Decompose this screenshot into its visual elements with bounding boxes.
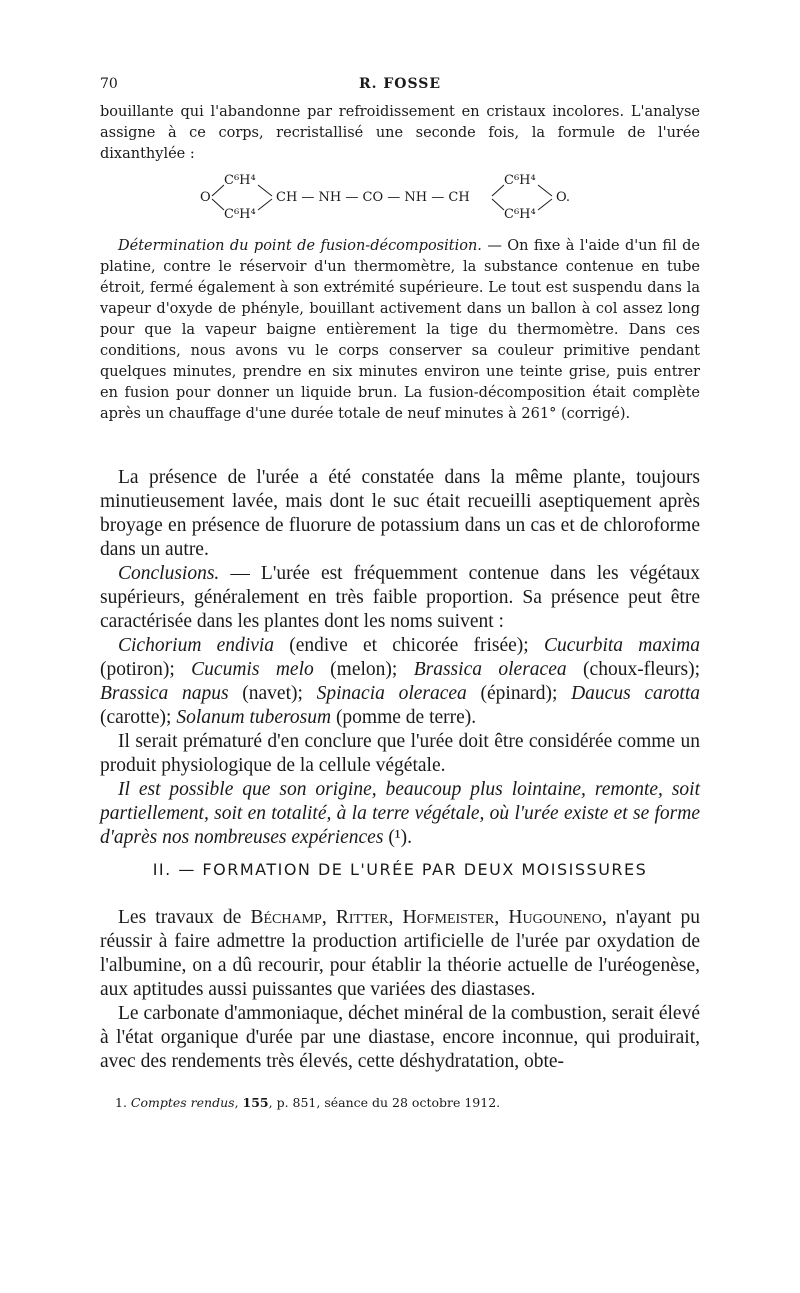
author-name: Ritter [335,907,389,928]
plant-latin: Spinacia oleracea [316,683,467,704]
dixanthyl-urea-formula [100,168,700,228]
plant-latin: Brassica napus [100,683,229,704]
plant-latin: Brassica oleracea [413,659,567,680]
footnote: 1. Comptes rendus, 155, p. 851, séance du 28 octobre 1912. [115,1095,501,1110]
plant-latin: Cucumis melo [191,659,314,680]
formula-left-oxygen: O [200,190,211,205]
footnote-number: 1. [115,1095,127,1110]
formula-chain: CH — NH — CO — NH — CH [276,190,470,205]
page-number: 70 [100,76,118,92]
plant-latin: Daucus carotta [571,683,700,704]
plant-latin: Solanum tuberosum [176,707,332,728]
determination-title: Détermination du point de fusion-décomposition. [118,238,482,254]
author-name: Béchamp [250,907,322,928]
plant-common: (carotte); [100,707,177,728]
origin-paragraph [100,778,700,850]
works-paragraph: Les travaux de Béchamp, Ritter, Hofmeister, Hugouneno, n'ayant pu réussir à faire admettre la production artificielle de l'urée par oxydation de l'albumine, on a dû recourir, pour établir la théorie actuelle de l'uréogenèse, aux aptitudes aussi puissantes que variées des diastases. [100,907,700,1000]
author-name: Hugouneno [508,907,602,928]
determination-text: — On fixe à l'aide d'un fil de platine, contre le réservoir d'un thermomètre, la substance contenue en tube étroit, fermé également à son extrémité supérieure. Le tout est suspendu dans la vapeur d'oxyde de phényle, bouillant activement dans un ballon à col assez long pour que la vapeur baigne entièrement la tige du thermomètre. Dans ces conditions, nous avons vu le corps conserver sa couleur primitive pendant quelques minutes, prendre en six minutes environ une teinte grise, puis entrer en fusion pour donner un liquide brun. La fusion-décomposition était complète après un chauffage d'une durée totale de neuf minutes à 261° (corrigé). [100,238,700,422]
formula-ring-top-left: C⁶H⁴ [224,173,256,188]
formula-ring-bottom-left: C⁶H⁴ [224,207,256,222]
plant-common: (endive et chicorée frisée); [274,635,544,656]
origin-italic-text: Il est possible que son origine, beaucoup plus lointaine, remonte, soit partiellement, soit en totalité, à la terre végétale, où l'urée existe et se forme d'après nos nombreuses expériences [100,779,700,848]
intro-text: bouillante qui l'abandonne par refroidissement en cristaux incolores. L'analyse assigne à ce corps, recristallisé une seconde fois, la formule de l'urée dixanthylée : [100,104,700,162]
plant-list [100,634,700,730]
running-author: R. FOSSE [358,76,442,92]
conclusions-label: Conclusions. [118,563,220,584]
carbonate-paragraph: Le carbonate d'ammoniaque, déchet minéral de la combustion, serait élevé à l'état organique d'urée par une diastase, encore inconnue, qui produirait, avec des rendements très élevés, cette déshydratation, obte- [100,1003,700,1072]
plant-latin: Cucurbita maxima [543,635,700,656]
running-header [100,76,700,94]
section-text-block [100,906,700,1074]
plant-common: (navet); [228,683,317,704]
formula-ring-bottom-right: C⁶H⁴ [504,207,536,222]
determination-paragraph [100,236,700,425]
formula-ring-top-right: C⁶H⁴ [504,173,536,188]
premature-paragraph: Il serait prématuré d'en conclure que l'urée doit être considérée comme un produit physiologique de la cellule végétale. [100,731,700,776]
section-heading: II. — FORMATION DE L'URÉE PAR DEUX MOISISSURES [152,860,648,879]
plant-common: (potiron); [100,659,192,680]
plant-latin: Cichorium endivia [118,635,275,656]
footnote-volume: 155 [242,1095,269,1110]
plant-common: (épinard); [466,683,572,704]
main-text-block [100,466,700,850]
footnote-reference: (¹). [383,827,413,848]
plant-common: (choux-fleurs); [566,659,700,680]
conclusions-paragraph [100,562,700,634]
presence-paragraph: La présence de l'urée a été constatée dans la même plante, toujours minutieusement lavée, mais dont le suc était recueilli aseptiquement après broyage en présence de fluorure de potassium dans un cas et de chloroforme dans un autre. [100,467,700,560]
intro-paragraph [100,102,700,165]
conclusions-text: — L'urée est fréquemment contenue dans les végétaux supérieurs, généralement en très faible proportion. Sa présence peut être caractérisée dans les plantes dont les noms suivent : [100,563,700,632]
author-name: Hofmeister [402,907,495,928]
footnote-journal: Comptes rendus [130,1095,235,1110]
plant-common: (melon); [313,659,414,680]
footnote-rest: , p. 851, séance du 28 octobre 1912. [268,1095,501,1110]
plant-common: (pomme de terre). [331,707,477,728]
formula-right-oxygen: O. [556,190,571,205]
